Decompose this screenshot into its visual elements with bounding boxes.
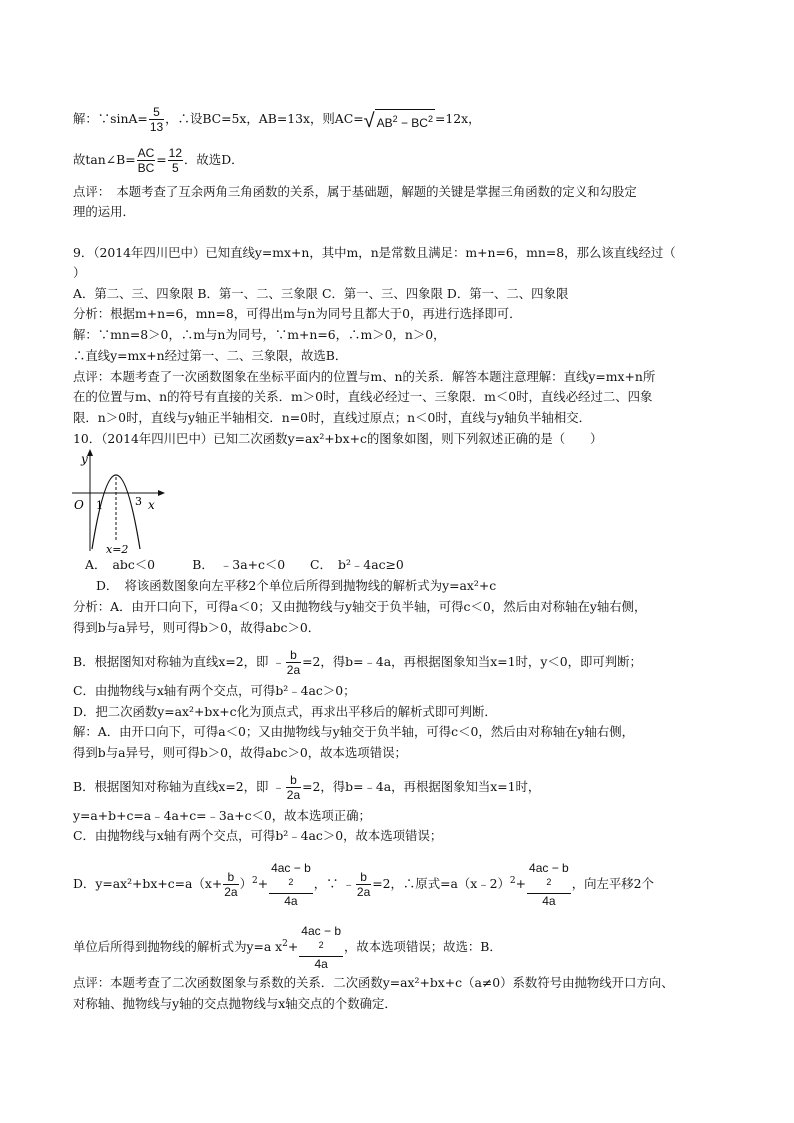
q9-comment-l3: 限．n＞0时，直线与y轴正半轴相交．n=0时，直线过原点；n＜0时，直线与y轴负半轴相交． (73, 410, 592, 425)
q10-solution-d: D．y=ax²+bx+c=a（x+ $\frac{b}{2a}$ ）$^2$+ 4ac − b $^2$ 4a ，∵ ﹣ $\frac{b}{2a}$ =2，∴原式=a（x﹣2）$^2$+ 4ac − b $^2$ 4a ，向左平移2个 (73, 861, 654, 908)
q10-options-abc: A． abc＜0 B． ﹣3a+c＜0 C． b²﹣4ac≥0 (85, 557, 404, 572)
q10-title: 10．（2014年四川巴中）已知二次函数y=ax²+bx+c的图象如图，则下列叙述正确的是（ ） (73, 431, 603, 446)
q9-solution-l2: ∴直线y=mx+n经过第一、二、三象限，故选B． (73, 348, 348, 363)
q10-analysis-b: B．根据图知对称轴为直线x=2，即 ﹣ $\frac{b}{2a}$ =2，得b=﹣4a，再根据图象知当x=1时，y＜0，即可判断； (73, 648, 642, 677)
q9-comment-l2: 在的位置与m、n的符号有直接的关系．m＞0时，直线必经过一、三象限．m＜0时，直线必经过二、四象 (73, 389, 653, 404)
q8-sol-end: =12x， (434, 111, 481, 126)
y-axis-label: y (81, 452, 88, 466)
q10-solution-c: C．由抛物线与x轴有两个交点，可得b²﹣4ac＞0，故本选项错误； (73, 828, 443, 843)
tick-1-label: 1 (96, 499, 103, 512)
q8-sqrt-expression: √ $AB^2 - BC^2$ (363, 109, 433, 132)
q8-sol-pre: 解：∵sinA= (73, 111, 148, 126)
q8-solution-line (73, 105, 481, 134)
q10-solution-b: B．根据图知对称轴为直线x=2，即 ﹣ $\frac{b}{2a}$ =2，得b=﹣4a，再根据图象知当x=1时， (73, 773, 541, 802)
b-over-2a-fraction: $\frac{b}{2a}$ (356, 870, 371, 899)
4ac-b2-over-4a-fraction: 4ac − b $^2$ 4a (301, 924, 341, 971)
q9-title-l2: ） (73, 265, 86, 280)
q9-options: A．第二、三、四象限 B．第一、二、三象限 C．第一、三、四象限 D．第一、二、四象限 (73, 286, 569, 301)
origin-label: O (74, 498, 84, 512)
q8-sol-mid: ，∴设BC=5x，AB=13x，则AC= (165, 111, 364, 126)
y-axis-arrow-icon (87, 449, 93, 456)
q9-solution-l1: 解：∵mn=8＞0，∴m与n为同号，∵m+n=6，∴m＞0，n＞0， (73, 327, 446, 342)
x-axis-arrow-icon (158, 490, 165, 496)
q8-12-5-fraction: $\frac{12}{5}$ (168, 146, 183, 175)
q10-option-d: D． 将该函数图象向左平移2个单位后所得到抛物线的解析式为y=ax²+c (96, 578, 497, 593)
q8-ac-bc-fraction: $\frac{AC}{BC}$ (137, 146, 155, 175)
q10-analysis-c: C．由抛物线与x轴有两个交点，可得b²﹣4ac＞0； (73, 683, 356, 698)
q10-comment-l1: 点评：本题考查了二次函数图象与系数的关系．二次函数y=ax²+bx+c（a≠0）系数符号由抛物线开口方向、 (73, 975, 674, 990)
q9-analysis: 分析：根据m+n=6，mn=8，可得出m与n为同号且都大于0，再进行选择即可． (73, 306, 522, 321)
q8-sina-fraction: $\frac{5}{13}$ (149, 105, 164, 134)
4ac-b2-over-4a-fraction: 4ac − b $^2$ 4a (529, 861, 569, 908)
b-over-2a-fraction: $\frac{b}{2a}$ (286, 773, 301, 802)
q10-solution-d-l2: 单位后所得到抛物线的解析式为y=a $x^2+$ 4ac − b $^2$ 4a ，故本选项错误；故选：B． (73, 924, 502, 971)
q9-comment-l1: 点评：本题考查了一次函数图象在坐标平面内的位置与m、n的关系．解答本题注意理解：直线y=mx+n所 (73, 369, 656, 384)
4ac-b2-over-4a-fraction: 4ac − b $^2$ 4a (271, 861, 311, 908)
q8-comment-l1: 点评： 本题考查了互余两角三角函数的关系，属于基础题，解题的关键是掌握三角函数的定义和勾股定 (73, 184, 637, 199)
q10-solution-a-l1: 解：A．由开口向下，可得a＜0；又由抛物线与y轴交于负半轴，可得c＜0，然后由对称轴在y轴右侧， (73, 724, 635, 739)
q10-solution-a-l2: 得到b与a异号，则可得b＞0，故得abc＞0，故本选项错误； (73, 745, 407, 760)
q9-title-l1: 9．（2014年四川巴中）已知直线y=mx+n，其中m，n是常数且满足：m+n=6，mn=8，那么该直线经过（ (73, 245, 676, 260)
symmetry-axis-label: x=2 (106, 543, 129, 556)
q10-comment-l2: 对称轴、抛物线与y轴的交点抛物线与x轴交点的个数确定． (73, 996, 397, 1011)
q8-tan-line: 故tan∠B= $\frac{AC}{BC}$ = $\frac{12}{5}$ ．故选D． (73, 146, 244, 175)
q10-analysis-a-l1: 分析：A．由开口向下，可得a＜0；又由抛物线与y轴交于负半轴，可得c＜0，然后由对称轴在y轴右侧， (73, 599, 647, 614)
tick-3-label: 3 (135, 495, 142, 508)
x-axis-label: x (148, 498, 155, 512)
b-over-2a-fraction: $\frac{b}{2a}$ (286, 648, 301, 677)
b-over-2a-fraction: $\frac{b}{2a}$ (224, 870, 238, 899)
q10-parabola-graph (68, 447, 168, 557)
q10-analysis-a-l2: 得到b与a异号，则可得b＞0，故得abc＞0． (73, 620, 321, 635)
q10-solution-b-l2: y=a+b+c=a﹣4a+c=﹣3a+c＜0，故本选项正确； (73, 808, 371, 823)
q8-comment-l2: 理的运用． (73, 204, 135, 219)
q10-analysis-d: D．把二次函数y=ax²+bx+c化为顶点式，再求出平移后的解析式即可判断． (73, 704, 497, 719)
